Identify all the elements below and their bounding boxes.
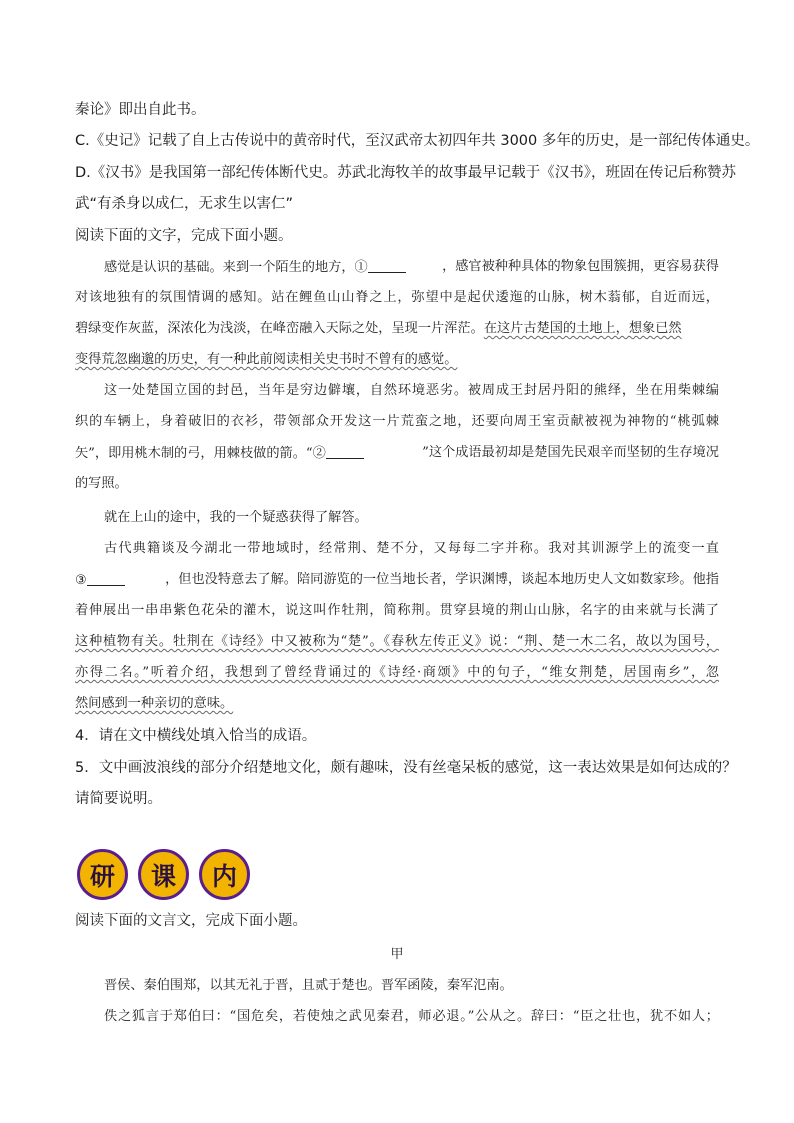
passage-line: [75, 320, 682, 338]
question-4: 4．请在文中横线处填入恰当的成语。: [75, 728, 317, 744]
passage-line: 这一处楚国立国的封邑，当年是穷边僻壤，自然环境恶劣。被周成王封居丹阳的熊绎，坐在用柴棘编: [104, 383, 719, 398]
classical-line: 晋侯、秦伯围郑，以其无礼于晋，且贰于楚也。晋军函陵，秦军氾南。: [104, 978, 513, 993]
passage-text: 矢”，即用桃木制的弓，用棘枝做的箭。“②: [75, 444, 364, 463]
blank-1: [368, 258, 406, 273]
passage-line: 古代典籍谈及今湖北一带地域时，经常荆、楚不分，又每每二字并称。我对其训源学上的流变一直: [104, 541, 719, 556]
question-5-cont: 请简要说明。: [75, 791, 162, 807]
blank-3: [87, 571, 125, 586]
passage-line: 的写照。: [75, 476, 128, 491]
passage-text: ，但也没特意去了解。陪同游览的一位当地长者，学识渊博，谈起本地历史人文如数家珍。他指: [165, 572, 719, 587]
text-line: 阅读下面的文字，完成下面小题。: [75, 228, 293, 244]
passage-text: 感觉是认识的基础。来到一个陌生的地方，①: [104, 258, 406, 277]
passage-line: [75, 571, 719, 590]
passage-text: ③: [75, 571, 125, 590]
passage-line: 织的车辆上，身着破旧的衣衫，带领部众开发这一片荒蛮之地，还要向周王室贡献被视为神物的“桃弧棘: [75, 414, 719, 429]
badge-ke: 课: [138, 849, 189, 900]
section2-intro: 阅读下面的文言文，完成下面小题。: [75, 913, 307, 929]
text-line: D.《汉书》是我国第一部纪传体断代史。苏武北海牧羊的故事最早记载于《汉书》，班固在传记后称赞苏: [75, 165, 737, 181]
passage-line: 对该地独有的氛围情调的感知。站在鲤鱼山山脊之上，弥望中是起伏逶迤的山脉，树木蓊郁，自近而远，: [75, 290, 719, 305]
passage-line: 亦得二名。”听着介绍，我想到了曾经背诵过的《诗经·商颂》中的句子，“维女荆楚，居国南乡”，忽: [75, 665, 719, 680]
question-5: 5．文中画波浪线的部分介绍楚地文化，颇有趣味，没有丝毫呆板的感觉，这一表达效果是如何达成的？: [75, 760, 737, 776]
text-line: 秦论》即出自此书。: [75, 102, 206, 118]
passage-line: 这种植物有关。牡荆在《诗经》中又被称为“楚”。《春秋左传正义》说：“荆、楚一木二名，故以为国号，: [75, 634, 719, 649]
passage-line: 就在上山的途中，我的一个疑惑获得了解答。: [104, 510, 368, 525]
text-line: C.《史记》记载了自上古传说中的黄帝时代，至汉武帝太初四年共 3000 多年的历史，是一部纪传体通史。: [75, 133, 760, 149]
passage-text: ，感官被种种具体的物象包围簇拥，更容易获得: [442, 259, 719, 274]
classical-line: 佚之狐言于郑伯曰：“国危矣，若使烛之武见秦君，师必退。”公从之。辞曰：“臣之壮也，犹不如人；: [104, 1009, 719, 1024]
section2-title: 甲: [390, 947, 404, 962]
blank-2: [326, 444, 364, 459]
passage-text: 碧绿变作灰蓝，深浓化为浅淡，在峰峦融入天际之处，呈现一片浑茫。: [75, 321, 484, 336]
text-line: 武“有杀身以成仁，无求生以害仁”: [75, 196, 294, 212]
passage-line: 然间感到一种亲切的意味。: [75, 696, 234, 711]
section-badges: [77, 849, 250, 900]
passage-line: [75, 444, 719, 463]
badge-yan: 研: [77, 849, 128, 900]
passage-text: 着伸展出一串串紫色花朵的灌木，说这叫作牡荆，简称荆。贯穿县境的荆山山脉，名字的由来就与长满了: [75, 603, 719, 618]
wavy-text: 在这片古楚国的土地上，想象已然: [483, 321, 682, 336]
passage-line: [75, 602, 719, 620]
passage-text: ”这个成语最初却是楚国先民艰辛而坚韧的生存境况: [422, 445, 719, 460]
badge-nei: 内: [199, 849, 250, 900]
passage-line: 变得荒忽幽邈的历史，有一种此前阅读相关史书时不曾有的感觉。: [75, 352, 458, 367]
passage-line: [104, 258, 719, 277]
